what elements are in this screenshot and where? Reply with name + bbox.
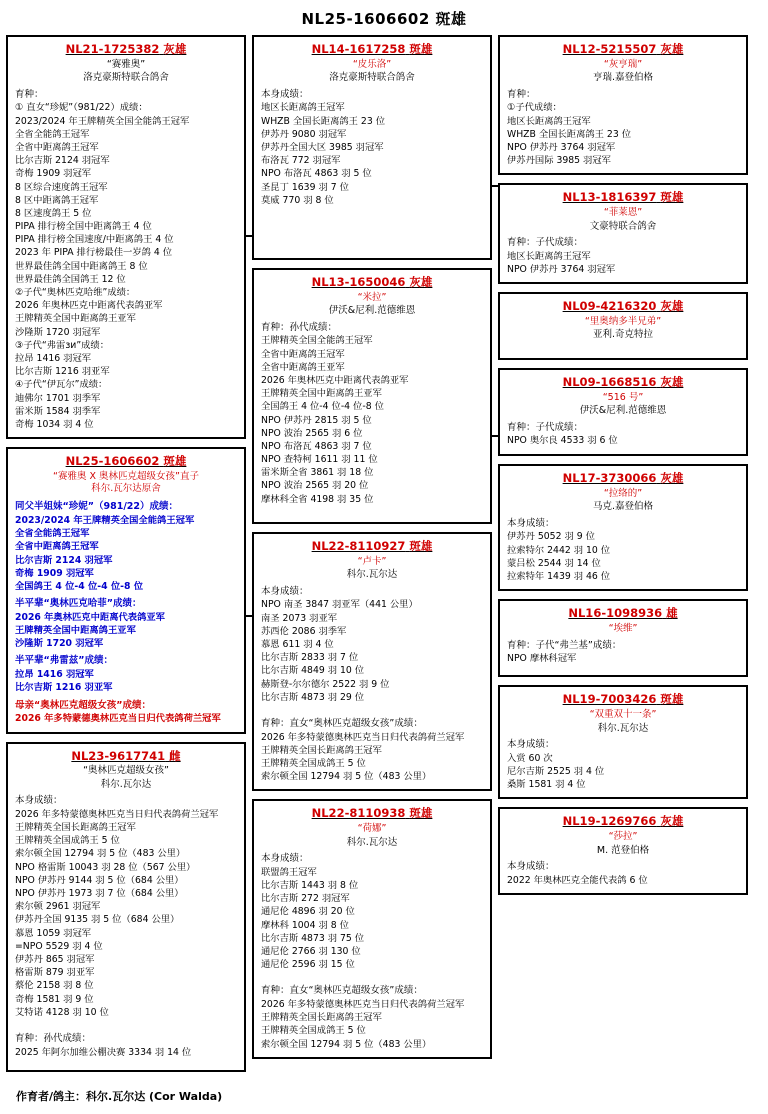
author-footer: 作育者/鸽主：科尔.瓦尔达 (Cor Walda) bbox=[16, 1089, 223, 1103]
text-line: 地区长距离鸽王冠军 bbox=[507, 250, 591, 262]
card-dam-breed-lines bbox=[15, 1046, 237, 1059]
card-gp3[interactable] bbox=[252, 532, 492, 791]
text-line: 索尔顿全国 12794 羽 5 位（483 公里） bbox=[261, 1038, 432, 1050]
card-ggp5-own-lines bbox=[507, 530, 739, 583]
card-gp2-title bbox=[261, 275, 483, 291]
card-subject-head-2: 半平辈“奥林匹克哈菲”成绩： bbox=[15, 598, 142, 610]
card-gp1-ring: NL14-1617258 bbox=[311, 42, 406, 56]
card-dam-own-lines bbox=[15, 808, 237, 1019]
card-ggp4-ring: NL09-1668516 bbox=[562, 375, 657, 390]
card-gp2-breed-head: 育种：孙代成绩： bbox=[261, 321, 338, 333]
text-line: 慕恩 1059 羽冠军 bbox=[15, 927, 92, 939]
text-line: 雷米斯 1584 羽季军 bbox=[15, 405, 101, 417]
text-line: 雷米斯全省 3861 羽 18 位 bbox=[261, 467, 374, 479]
text-line: 慕恩 611 羽 4 位 bbox=[261, 638, 334, 650]
card-ggp3-owner: 亚利.奇克特拉 bbox=[592, 329, 654, 341]
text-line: 全省中距离鸽王冠军 bbox=[261, 348, 345, 360]
text-line: 艾特诺 4128 羽 10 位 bbox=[15, 1006, 109, 1018]
text-line: 王牌精英全国长距离鸽王冠军 bbox=[261, 1012, 382, 1024]
column-generation-3 bbox=[498, 35, 748, 903]
card-gp3-sex: 斑雄 bbox=[409, 539, 433, 553]
card-ggp3-sex: 灰雄 bbox=[660, 299, 684, 314]
text-line: 通尼伦 4896 羽 20 位 bbox=[261, 906, 355, 918]
card-ggp6-sex: 雄 bbox=[666, 606, 678, 621]
text-line: 入赏 60 次 bbox=[507, 752, 553, 764]
text-line: NPO 伊苏丹 3764 羽冠军 bbox=[507, 263, 616, 275]
text-line: 比尔吉斯 272 羽冠军 bbox=[261, 893, 350, 905]
card-gp2[interactable] bbox=[252, 268, 492, 524]
text-line: NPO 波治 2565 羽 20 位 bbox=[261, 480, 369, 492]
text-line: 全国鸽王 4 位-4 位-4 位-8 位 bbox=[15, 580, 144, 592]
card-gp4-sex: 斑雄 bbox=[409, 806, 433, 821]
text-line: 桑斯 1581 羽 4 位 bbox=[507, 779, 586, 790]
card-ggp2-breed-lines bbox=[507, 250, 739, 276]
text-line: 比尔吉斯 1216 羽亚军 bbox=[15, 366, 110, 378]
text-line: 王牌精英全国中距离鸽王亚军 bbox=[15, 625, 136, 637]
text-line: PIPA 排行榜全国中距离鸽王 4 位 bbox=[15, 221, 152, 233]
card-ggp5[interactable] bbox=[498, 464, 748, 591]
text-line: 2023/2024 年王牌精英全国全能鸽王冠军 bbox=[15, 115, 190, 127]
card-gp1-title bbox=[261, 42, 483, 58]
text-line: 格雷斯 879 羽亚军 bbox=[15, 967, 95, 979]
card-subject[interactable] bbox=[6, 447, 246, 733]
card-gp4-owner: 科尔.瓦尔达 bbox=[346, 836, 398, 848]
card-ggp6[interactable] bbox=[498, 599, 748, 677]
text-line: 2026 年奥林匹克中距离代表鸽亚军 bbox=[261, 374, 409, 386]
card-gp1-own-lines bbox=[261, 101, 483, 207]
text-line: 比尔吉斯 1216 羽亚军 bbox=[15, 682, 113, 694]
text-line: 王牌精英全国成鸽王 5 位 bbox=[261, 758, 366, 770]
card-ggp8-nickname: “莎拉” bbox=[608, 830, 638, 842]
card-ggp1[interactable] bbox=[498, 35, 748, 175]
text-line: 比尔吉斯 2124 羽冠军 bbox=[15, 155, 110, 167]
card-gp3-breed-lines bbox=[261, 731, 483, 784]
text-line: 拉索特年 1439 羽 46 位 bbox=[507, 571, 611, 583]
card-ggp2-owner: 文豪特联合鸽舍 bbox=[589, 220, 657, 232]
card-ggp4-sex: 灰雄 bbox=[660, 375, 684, 390]
card-gp2-owner: 伊沃&尼利.范德维恩 bbox=[328, 305, 416, 317]
card-ggp7-owner: 科尔.瓦尔达 bbox=[597, 722, 649, 734]
text-line: 拉索特尔 2442 羽 10 位 bbox=[507, 544, 611, 556]
card-gp4-breed-head: 育种：直女“奥林匹克超级女孩”成绩： bbox=[261, 985, 423, 997]
text-line: 伊苏丹 865 羽冠军 bbox=[15, 953, 95, 965]
text-line: NPO 布洛瓦 4863 羽 5 位 bbox=[261, 168, 372, 180]
text-line: NPO 波治 2565 羽 6 位 bbox=[261, 427, 363, 439]
text-line: NPO 伊苏丹 2815 羽 5 位 bbox=[261, 414, 372, 426]
card-ggp5-nickname: “拉络的” bbox=[603, 487, 643, 499]
text-line: 全省全能鸽王冠军 bbox=[15, 528, 90, 540]
text-line: 沙隆斯 1720 羽冠军 bbox=[15, 326, 101, 338]
text-line: NPO 伊苏丹 3764 羽冠军 bbox=[507, 141, 616, 153]
card-dam-title bbox=[15, 749, 237, 765]
text-line: 世界最佳鸽全国鸽王 12 位 bbox=[15, 273, 126, 285]
text-line: NPO 南圣 3847 羽亚军（441 公里） bbox=[261, 599, 418, 611]
card-gp2-sex: 灰雄 bbox=[409, 275, 433, 289]
card-ggp2-title bbox=[507, 190, 739, 206]
text-line: 王牌精英全国长距离鸽王冠军 bbox=[261, 744, 382, 756]
card-gp3-breed-head: 育种：直女“奥林匹克超级女孩”成绩： bbox=[261, 717, 423, 729]
card-dam-sex: 雌 bbox=[169, 748, 181, 763]
card-dam-own-head: 本身成绩： bbox=[15, 795, 63, 807]
text-line: 王牌精英全国成鸽王 5 位 bbox=[261, 1025, 366, 1037]
text-line: 伊苏丹国际 3985 羽冠军 bbox=[507, 155, 611, 167]
text-line: 2026 年多特蒙德奥林匹克当日归代表鸽荷兰冠军 bbox=[15, 808, 219, 820]
text-line: PIPA 排行榜全国速度/中距离鸽王 4 位 bbox=[15, 234, 174, 246]
card-ggp1-ring: NL12-5215507 bbox=[562, 42, 657, 56]
card-subject-head-4: 母亲“奥林匹克超级女孩”成绩： bbox=[15, 699, 151, 711]
text-line: 比尔吉斯 4873 羽 29 位 bbox=[261, 691, 365, 703]
connector-gp-2 bbox=[492, 435, 498, 437]
connector-sire-subject bbox=[246, 235, 252, 237]
text-line: 伊苏丹全国大区 3985 羽冠军 bbox=[261, 141, 384, 153]
text-line: NPO 奥尔良 4533 羽 6 位 bbox=[507, 435, 618, 447]
text-line: NPO 格雷斯 10043 羽 28 位（567 公里） bbox=[15, 861, 196, 873]
card-ggp3-nickname: “里奥纳多半兄弟” bbox=[584, 315, 662, 327]
text-line: 索尔顿 2961 羽冠军 bbox=[15, 901, 101, 913]
card-subject-lines-4 bbox=[15, 712, 237, 725]
text-line: 2026 年奥林匹克中距离代表鸽亚军 bbox=[15, 611, 165, 623]
card-subject-lines-2 bbox=[15, 611, 237, 651]
card-ggp1-sex: 灰雄 bbox=[660, 42, 684, 56]
text-line: 王牌精英全国长距离鸽王冠军 bbox=[15, 822, 136, 834]
card-ggp6-breed-lines bbox=[507, 652, 739, 665]
card-dam-breed-head: 育种：孙代成绩： bbox=[15, 1032, 92, 1044]
card-ggp5-owner: 马克.嘉登伯格 bbox=[592, 501, 654, 513]
text-line: 2025 年阿尔加维公棚决赛 3334 羽 14 位 bbox=[15, 1046, 192, 1058]
card-ggp3-title bbox=[507, 299, 739, 315]
card-ggp4-owner: 伊沃&尼利.范德维恩 bbox=[579, 405, 667, 417]
card-subject-sex: 斑雄 bbox=[163, 454, 187, 469]
card-gp4-breed-lines bbox=[261, 998, 483, 1051]
text-line: 奇梅 1581 羽 9 位 bbox=[15, 993, 94, 1005]
text-line: 尼尔吉斯 2525 羽 4 位 bbox=[507, 765, 605, 777]
text-line: 南圣 2073 羽亚军 bbox=[261, 612, 338, 624]
card-ggp7-nickname: “双重双十一条” bbox=[589, 708, 657, 720]
card-dam[interactable] bbox=[6, 742, 246, 1072]
card-ggp4[interactable] bbox=[498, 368, 748, 456]
text-line: 拉昂 1416 羽冠军 bbox=[15, 352, 92, 364]
text-line: 沙隆斯 1720 羽冠军 bbox=[15, 638, 104, 650]
card-ggp5-sex: 灰雄 bbox=[660, 471, 684, 486]
text-line: ①子代成绩： bbox=[507, 102, 562, 114]
text-line: 全省中距离鸽王冠军 bbox=[15, 141, 99, 153]
pedigree-chart bbox=[0, 35, 768, 1080]
text-line: WHZB 全国长距离鸽王 23 位 bbox=[507, 128, 632, 140]
card-dam-owner: 科尔.瓦尔达 bbox=[100, 778, 152, 790]
card-gp3-own-lines bbox=[261, 598, 483, 704]
card-gp3-title bbox=[261, 539, 483, 555]
card-gp1-nickname: “皮乐洛” bbox=[352, 58, 392, 70]
text-line: 比尔吉斯 2833 羽 7 位 bbox=[261, 652, 359, 664]
text-line: 摩林科全省 4198 羽 35 位 bbox=[261, 493, 374, 505]
card-dam-nickname: “奥林匹克超级女孩” bbox=[83, 765, 169, 777]
text-line: 蔡伦 2158 羽 8 位 bbox=[15, 980, 94, 992]
text-line: NPO 摩林科冠军 bbox=[507, 653, 577, 665]
text-line: 2026 年多特蒙德奥林匹克当日归代表鸽荷兰冠军 bbox=[15, 713, 221, 725]
text-line: 迪佛尔 1701 羽季军 bbox=[15, 392, 101, 404]
card-gp1-own-head: 本身成绩： bbox=[261, 88, 309, 100]
card-gp1[interactable] bbox=[252, 35, 492, 260]
card-ggp1-breed-lines bbox=[507, 101, 739, 167]
text-line: 地区长距离鸽王冠军 bbox=[507, 115, 591, 127]
card-ggp8-own-lines bbox=[507, 874, 739, 887]
card-gp4-own-lines bbox=[261, 866, 483, 972]
card-ggp1-title bbox=[507, 42, 739, 58]
card-ggp2-breed-head: 育种：子代成绩： bbox=[507, 236, 584, 248]
card-sire-sex: 灰雄 bbox=[163, 42, 187, 56]
text-line: WHZB 全国长距离鸽王 23 位 bbox=[261, 115, 386, 127]
text-line: 地区长距离鸽王冠军 bbox=[261, 102, 345, 114]
card-ggp7-own-lines bbox=[507, 752, 739, 792]
connector-subject-dam bbox=[246, 615, 252, 617]
text-line: 联盟鸽王冠军 bbox=[261, 866, 317, 878]
card-ggp4-title bbox=[507, 375, 739, 391]
text-line: 全省中距离鸽王冠军 bbox=[15, 541, 99, 553]
text-line: 伊苏丹 9080 羽冠军 bbox=[261, 128, 347, 140]
card-sire-nickname: “赛雅奥” bbox=[106, 58, 146, 70]
card-subject-lines-3 bbox=[15, 668, 237, 694]
text-line: 王牌精英全国中距离鸽王亚军 bbox=[261, 388, 382, 400]
card-ggp1-breed-head: 育种： bbox=[507, 88, 536, 100]
text-line: 2022 年奥林匹克全能代表鸽 6 位 bbox=[507, 874, 648, 886]
card-ggp4-breed-lines bbox=[507, 434, 739, 447]
card-gp4-nickname: “荷娜” bbox=[357, 822, 387, 834]
text-line: 2026 年多特蒙德奥林匹克当日归代表鸽荷兰冠军 bbox=[261, 731, 465, 743]
card-gp3-nickname: “卢卡” bbox=[357, 555, 387, 567]
card-ggp5-title bbox=[507, 471, 739, 487]
text-line: 8 区中距离鸽王冠军 bbox=[15, 194, 99, 206]
text-line: 2023 年 PIPA 排行榜最佳一岁鸽 4 位 bbox=[15, 247, 173, 259]
text-line: 2023/2024 年王牌精英全国全能鸽王冠军 bbox=[15, 514, 195, 526]
text-line: 索尔顿全国 12794 羽 5 位（483 公里） bbox=[261, 771, 432, 783]
card-sire-ring: NL21-1725382 bbox=[65, 42, 160, 56]
text-line: 科尔.瓦尔达原舍 bbox=[91, 483, 161, 495]
card-ggp3[interactable] bbox=[498, 292, 748, 360]
text-line: =NPO 5529 羽 4 位 bbox=[15, 940, 103, 952]
card-ggp4-breed-head: 育种：子代成绩： bbox=[507, 421, 584, 433]
text-line: NPO 查特柯 1611 羽 11 位 bbox=[261, 454, 378, 466]
text-line: 全省中距离鸽王亚军 bbox=[261, 361, 345, 373]
card-gp1-owner: 洛克豪斯特联合鸽舍 bbox=[329, 72, 415, 84]
text-line: “赛雅奥 X 奥林匹克超级女孩”直子 bbox=[53, 470, 199, 482]
text-line: 伊苏丹全国 9135 羽 5 位（684 公里） bbox=[15, 914, 180, 926]
text-line: 王牌精英全国成鸽王 5 位 bbox=[15, 835, 120, 847]
text-line: NPO 伊苏丹 9144 羽 5 位（684 公里） bbox=[15, 874, 184, 886]
card-ggp8-title bbox=[507, 814, 739, 830]
text-line: ① 直女“珍妮”（981/22）成绩： bbox=[15, 102, 148, 114]
text-line: 通尼伦 2596 羽 15 位 bbox=[261, 959, 355, 971]
text-line: 摩林科 1004 羽 8 位 bbox=[261, 919, 349, 931]
card-gp1-sex: 斑雄 bbox=[409, 42, 433, 56]
column-generation-1 bbox=[6, 35, 246, 1080]
text-line: 赫斯登-尔尔德尔 2522 羽 9 位 bbox=[261, 678, 390, 690]
card-gp4-own-head: 本身成绩： bbox=[261, 853, 309, 865]
text-line: 王牌精英全国全能鸽王冠军 bbox=[261, 335, 373, 347]
card-ggp5-own-head: 本身成绩： bbox=[507, 517, 555, 529]
card-ggp8-ring: NL19-1269766 bbox=[562, 814, 657, 829]
text-line: 奇梅 1909 羽冠军 bbox=[15, 567, 94, 579]
card-ggp6-breed-head: 育种：子代“弗兰基”成绩： bbox=[507, 639, 622, 651]
text-line: 2026 年奥林匹克中距离代表鸽亚军 bbox=[15, 300, 163, 312]
card-ggp2[interactable] bbox=[498, 183, 748, 284]
card-subject-title bbox=[15, 454, 237, 470]
card-subject-head-1: 同父半姐妹“珍妮”（981/22）成绩： bbox=[15, 501, 179, 513]
card-ggp4-nickname: “516 号” bbox=[602, 391, 644, 403]
card-ggp5-ring: NL17-3730066 bbox=[562, 471, 657, 486]
card-ggp3-ring: NL09-4216320 bbox=[562, 299, 657, 314]
text-line: ④子代“伊瓦尔”成绩： bbox=[15, 379, 108, 391]
card-ggp7-title bbox=[507, 692, 739, 708]
card-ggp6-nickname: “埃维” bbox=[608, 622, 638, 634]
text-line: 奇梅 1034 羽 4 位 bbox=[15, 418, 94, 430]
text-line: 苏西伦 2086 羽季军 bbox=[261, 625, 347, 637]
card-ggp7[interactable] bbox=[498, 685, 748, 799]
text-line: ②子代“奥林匹克哈维”成绩： bbox=[15, 287, 136, 299]
text-line: 索尔顿全国 12794 羽 5 位（483 公里） bbox=[15, 848, 186, 860]
card-sire-breeding-head: 育种： bbox=[15, 88, 44, 100]
connector-gp-1 bbox=[492, 185, 498, 187]
text-line: ③子代“弗雷зи”成绩： bbox=[15, 339, 110, 351]
card-subject-nickname bbox=[15, 471, 237, 497]
text-line: 8 区综合速度鸽王冠军 bbox=[15, 181, 108, 193]
text-line: 拉昂 1416 羽冠军 bbox=[15, 669, 94, 681]
text-line: 莫威 770 羽 8 位 bbox=[261, 194, 334, 206]
card-ggp1-owner: 亨瑞.嘉登伯格 bbox=[592, 72, 654, 84]
card-ggp2-ring: NL13-1816397 bbox=[562, 190, 657, 205]
card-gp3-owner: 科尔.瓦尔达 bbox=[346, 569, 398, 581]
text-line: 伊苏丹 5052 羽 9 位 bbox=[507, 531, 595, 543]
text-line: NPO 布洛瓦 4863 羽 7 位 bbox=[261, 440, 372, 452]
card-gp2-breed-lines bbox=[261, 334, 483, 505]
card-ggp1-nickname: “灰亨瑞” bbox=[603, 58, 643, 70]
text-line: 8 区速度鸽王 5 位 bbox=[15, 207, 92, 219]
card-ggp7-own-head: 本身成绩： bbox=[507, 738, 555, 750]
card-subject-ring: NL25-1606602 bbox=[65, 454, 160, 469]
card-ggp2-nickname: “菲莱恩” bbox=[603, 206, 643, 218]
card-ggp7-sex: 斑雄 bbox=[660, 692, 684, 707]
text-line: 蒙吕松 2544 羽 14 位 bbox=[507, 557, 601, 569]
card-ggp7-ring: NL19-7003426 bbox=[562, 692, 657, 707]
card-gp3-own-head: 本身成绩： bbox=[261, 585, 309, 597]
card-ggp8[interactable] bbox=[498, 807, 748, 895]
card-sire-breeding-lines bbox=[15, 101, 237, 431]
text-line: 全省全能鸽王冠军 bbox=[15, 128, 90, 140]
card-sire-title bbox=[15, 42, 237, 58]
card-gp4[interactable] bbox=[252, 799, 492, 1058]
text-line: 布洛瓦 772 羽冠军 bbox=[261, 155, 341, 167]
card-gp2-nickname: “米拉” bbox=[357, 291, 387, 303]
card-gp3-ring: NL22-8110927 bbox=[311, 539, 406, 553]
text-line: 全国鸽王 4 位-4 位-4 位-8 位 bbox=[261, 401, 384, 413]
card-gp4-ring: NL22-8110938 bbox=[311, 806, 406, 821]
text-line: NPO 伊苏丹 1973 羽 7 位（684 公里） bbox=[15, 888, 184, 900]
card-ggp6-title bbox=[507, 606, 739, 622]
text-line: 比尔吉斯 1443 羽 8 位 bbox=[261, 879, 359, 891]
card-sire-owner: 洛克豪斯特联合鸽舍 bbox=[83, 72, 169, 84]
card-ggp8-own-head: 本身成绩： bbox=[507, 860, 555, 872]
text-line: 比尔吉斯 4849 羽 10 位 bbox=[261, 665, 365, 677]
card-dam-ring: NL23-9617741 bbox=[71, 748, 166, 763]
text-line: 2026 年多特蒙德奥林匹克当日归代表鸽荷兰冠军 bbox=[261, 999, 465, 1011]
text-line: 通尼伦 2766 羽 130 位 bbox=[261, 945, 361, 957]
page-title: NL25-1606602 斑雄 bbox=[301, 10, 467, 28]
card-subject-head-3: 半平辈“弗雷兹”成绩： bbox=[15, 655, 113, 667]
text-line: 王牌精英全国中距离鸽王亚军 bbox=[15, 313, 136, 325]
card-gp2-ring: NL13-1650046 bbox=[311, 275, 406, 289]
card-subject-lines-1 bbox=[15, 514, 237, 593]
card-ggp8-sex: 灰雄 bbox=[660, 814, 684, 829]
card-ggp6-ring: NL16-1098936 bbox=[568, 606, 663, 621]
text-line: 奇梅 1909 羽冠军 bbox=[15, 168, 92, 180]
card-ggp2-sex: 斑雄 bbox=[660, 190, 684, 205]
text-line: 比尔吉斯 2124 羽冠军 bbox=[15, 554, 113, 566]
text-line: 比尔吉斯 4873 羽 75 位 bbox=[261, 932, 365, 944]
card-gp4-title bbox=[261, 806, 483, 822]
card-ggp8-owner: M. 范登伯格 bbox=[596, 844, 650, 856]
text-line: 圣昆丁 1639 羽 7 位 bbox=[261, 181, 349, 193]
card-sire[interactable] bbox=[6, 35, 246, 439]
column-generation-2 bbox=[252, 35, 492, 1067]
text-line: 世界最佳鸽全国中距离鸽王 8 位 bbox=[15, 260, 148, 272]
